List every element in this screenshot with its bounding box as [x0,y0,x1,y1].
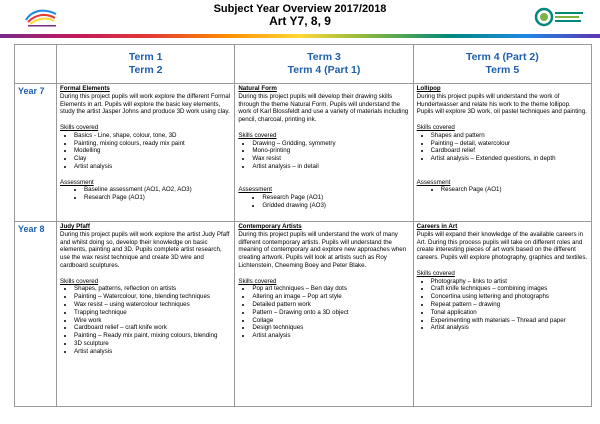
term-header-3 [413,45,591,84]
skills-label: Skills covered [238,277,277,285]
assessment-list [238,194,409,210]
unit-heading: Careers in Art [416,223,458,230]
list-item: • Craft knife techniques – combining images [431,285,588,293]
skills-label: Skills covered [238,131,277,139]
year-label: Year 7 [15,84,57,222]
list-item: • Altering an image – Pop art style [252,293,409,301]
list-item: • Design techniques [252,324,409,332]
list-item: • Concertina using lettering and photographs [431,293,588,301]
list-item: • Shapes, patterns, reflection on artists [74,285,231,293]
term-label: Term 4 (Part 2) [465,51,539,63]
list-item: • Painting – Watercolour, tone, blending techniques [74,293,231,301]
term-label: Term 4 (Part 1) [287,64,361,76]
list-item: • Artist analysis – in detail [252,163,409,171]
title-line-1: Subject Year Overview 2017/2018 [213,3,387,15]
list-item: • Artist analysis – Extended questions, in depth [431,155,588,163]
list-item: • Cardboard relief – craft knife work [74,324,231,332]
skills-label: Skills covered [416,269,455,277]
unit-description: During this project pupils will develop their drawing skills through the theme Natural Form. Pupils will understand the work of Karl Blossfeldt and use a variety of materials including pencil, charcoal, printing ink. [238,92,409,124]
list-item: • Detailed pattern work [252,301,409,309]
skills-list [60,285,231,355]
skills-list [417,132,588,163]
list-item: • Cardboard relief [431,147,588,155]
list-item: • Basics - Line, shape, colour, tone, 3D [74,132,231,140]
assessment-label: Assessment [60,178,94,186]
list-item: • Collage [252,317,409,325]
list-item: • Experimenting with materials – Thread and paper [431,317,588,325]
skills-list [60,132,231,171]
rainbow-divider [0,34,600,38]
unit-description: During this project pupils will understand the work of Hundertwasser and relate his work to the theme lollipop. Pupils will explore 3D work, oil pastel techniques and painting. [416,92,587,116]
list-item: • Research Page (AO1) [84,194,231,202]
list-item: • Artist analysis [252,332,409,340]
term-label: Term 2 [128,64,163,76]
unit-heading: Judy Pfaff [60,223,90,230]
list-item: • Pattern – Drawing onto a 3D object [252,309,409,317]
list-item: • Artist analysis [74,348,231,356]
term-label: Term 1 [128,51,163,63]
list-item: • Wire work [74,317,231,325]
list-item: • Wax resist – using watercolour techniques [74,301,231,309]
unit-heading: Natural Form [238,85,277,92]
unit-description: During this project pupils will understand the work of many different contemporary artists. Pupils will understand the meaning of contemporary and explore new approaches when creating artwork. Pupils will look at artists such as Roy Lichtenstein, Cheeming Boey and Peter Blake. [238,230,407,269]
term-label: Term 3 [307,51,341,63]
table-row [15,222,592,407]
unit-heading: Formal Elements [60,85,110,92]
assessment-list [417,186,588,194]
unit-description: During this project pupils will work explore the artist Judy Pfaff and whilst doing so, develop their knowledge on basic elements, painting and 3D. Pupils complete artist research, use the wax resist technique and create 3D wire and cardboard sculptures. [60,230,230,269]
skills-list [417,278,588,333]
unit-heading: Lollipop [416,85,441,92]
table-row [15,84,592,222]
list-item: • Repeat pattern – drawing [431,301,588,309]
skills-label: Skills covered [416,123,455,131]
list-item: • Wax resist [252,155,409,163]
list-item: • Research Page (AO1) [262,194,409,202]
term-header-1 [57,45,235,84]
list-item: • Drawing – Gridding, symmetry [252,140,409,148]
table-header-row [15,45,592,84]
unit-heading: Contemporary Artists [238,223,302,230]
unit-cell [235,222,413,407]
title-line-2: Art Y7, 8, 9 [269,14,331,28]
list-item: • Painting, mixing colours, ready mix paint [74,140,231,148]
list-item: • Painting – Ready mix paint, mixing colours, blending [74,332,231,340]
list-item: • Shapes and pattern [431,132,588,140]
unit-cell [413,222,591,407]
list-item: • Mono-printing [252,147,409,155]
list-item: • 3D sculpture [74,340,231,348]
list-item: • Artist analysis [431,324,588,332]
term-header-2 [235,45,413,84]
list-item: • Clay [74,155,231,163]
school-logo-right [534,5,586,29]
unit-cell [413,84,591,222]
unit-cell [57,222,235,407]
list-item: • Artist analysis [74,163,231,171]
year-label: Year 8 [15,222,57,407]
unit-cell [235,84,413,222]
term-label: Term 5 [485,64,520,76]
list-item: • Modelling [74,147,231,155]
skills-list [238,285,409,340]
year-overview-table [14,44,592,407]
list-item: • Tonal application [431,309,588,317]
corner-cell [15,45,57,84]
list-item: • Baseline assessment (AO1, AO2, AO3) [84,186,231,194]
list-item: • Gridded drawing (AO3) [262,202,409,210]
assessment-list [60,186,231,202]
unit-description: During this project pupils will work explore the different Formal Elements in art. Pupils will explore the basic key elements, study the artist Jasper Johns and produce 3D work using clay. [60,92,231,116]
assessment-label: Assessment [416,178,451,186]
list-item: • Pop art techniques – Ben day dots [252,285,409,293]
list-item: • Trapping technique [74,309,231,317]
list-item: • Painting – detail, watercolour [431,140,588,148]
unit-description: Pupils will expand their knowledge of the available careers in Art. During this process pupils will take on different roles and create interesting pieces of art work based on the different careers. Pupils will explore photography, graphics and textiles. [416,230,588,262]
skills-label: Skills covered [60,123,99,131]
document-title [0,3,600,27]
assessment-label: Assessment [238,186,273,194]
list-item: • Research Page (AO1) [441,186,588,194]
page-header [0,0,600,34]
skills-list [238,140,409,171]
list-item: • Photography – links to artist [431,278,588,286]
skills-label: Skills covered [60,277,99,285]
unit-cell [57,84,235,222]
